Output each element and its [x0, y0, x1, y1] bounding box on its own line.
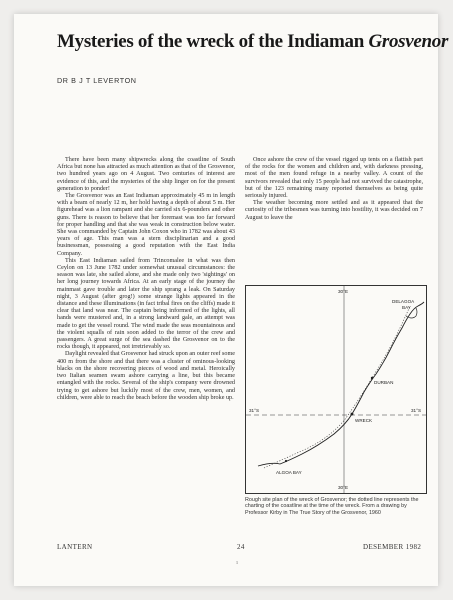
site-map: [245, 285, 427, 494]
footer-page-number: 24: [237, 543, 245, 551]
label-delagoa-line2: BAY: [402, 305, 411, 310]
label-lon-top: 30°E: [338, 289, 349, 294]
durban-marker: [371, 377, 373, 379]
right-text-column: [245, 157, 423, 222]
label-wreck: WRECK: [355, 418, 373, 423]
coastline: [258, 302, 424, 466]
footer-magazine-name: LANTERN: [57, 543, 93, 551]
label-durban: DURBAN: [374, 380, 394, 385]
label-lat-left: 31°S: [249, 408, 260, 413]
footer-issue-date: DESEMBER 1982: [363, 543, 422, 551]
label-delagoa-line1: DELAGOA: [392, 299, 414, 304]
label-lon-bottom: 30°E: [338, 485, 349, 490]
title-main: Mysteries of the wreck of the Indiaman: [57, 31, 369, 52]
title-ship-name: Grosvenor: [368, 31, 449, 52]
left-text-column: [57, 157, 235, 402]
map-caption: Rough site plan of the wreck of Grosvenor; the dotted line represents the charting of the coastline at the time of the wreck. From a drawing by Professor Kirby in The True Story of the Grosvenor, 1960: [245, 497, 419, 516]
historic-coastline: [264, 306, 410, 468]
paragraph: Once ashore the crew of the vessel rigged up tents on a flattish part of the rocks for the women and children and, with darkness pressing, most of the men found refuge in a nearby valley. A count of the survivors revealed that only 15 people had not survived the catastrophe, but of the 123 remaining many reported themselves as being quite seriously injured.: [245, 157, 423, 200]
map-drawing: [246, 286, 426, 493]
footer-mark: 1: [236, 560, 238, 565]
author-byline: DR B J T LEVERTON: [57, 76, 137, 85]
paragraph: This East Indiaman sailed from Trincomalee in what was then Ceylon on 13 June 1782 under somewhat unusual circumstances: the season was late, she sailed alone, and she made only two 'sightings' on her long journey towards Africa. At an early stage of the journey the mainmast gave trouble and later the ship sprang a leak. On Saturday night, 3 August (after grog!) some strange lights appeared in the distance and these illuminations (in fact tribal fires on the cliffs) made it clear that land was near. The captain being informed of the lights, all hands were mustered and, in a strong landward gale, an attempt was made to get the vessel round. The wind made the seas mountainous and the violent squalls of rain soon added to the terror of the crew and passengers. A great surge of the sea dashed the Grosvenor on to the rocks though, it appeared, not irretrievably so.: [57, 257, 235, 351]
label-delagoa: [392, 299, 415, 310]
paragraph: The weather becoming more settled and as it appeared that the curiosity of the tribesmen was turning into hostility, it was decided on 7 August to leave the: [245, 200, 423, 221]
algoa-bay-marker: [285, 460, 287, 462]
label-lat-right: 31°S: [411, 408, 422, 413]
paragraph: There have been many shipwrecks along the coastline of South Africa but none has attracted as much attention as that of the Grosvenor, two hundred years ago on 4 August. Two centuries of interest are evidence of this, and the mysteries of the ship linger on for the present generation to ponder!: [57, 157, 235, 192]
paragraph: Daylight revealed that Grosvenor had struck upon an outer reef some 400 m from the shore and that there was a cluster of ominous-looking blacks on the shore recovering pieces of wood and metal. Heroically two Italian seamen swam ashore carrying a line, but this became entangled with the rocks. Several of the ship's company were drowned trying to get ashore but luckily most of the crew, men, women, and children, were able to reach the beach before the wooden ship broke up.: [57, 351, 235, 401]
article-title: [57, 31, 448, 53]
wreck-marker: [351, 413, 354, 416]
label-algoa-bay: ALGOA BAY: [276, 470, 302, 475]
paragraph: The Grosvenor was an East Indiaman approximately 45 m in length with a beam of nearly 12 m, her hold having a depth of about 5 m. Her figurehead was a lion rampant and she carried six 6-pounders and other guns. There is reason to believe that her foremast was too far forward for proper handling and that she was weak in construction below water. She was commanded by Captain John Coxon who in 1782 was about 43 years of age. This man was a stern disciplinarian and a good businessman, possessing a good reputation with the East India Company.: [57, 193, 235, 257]
